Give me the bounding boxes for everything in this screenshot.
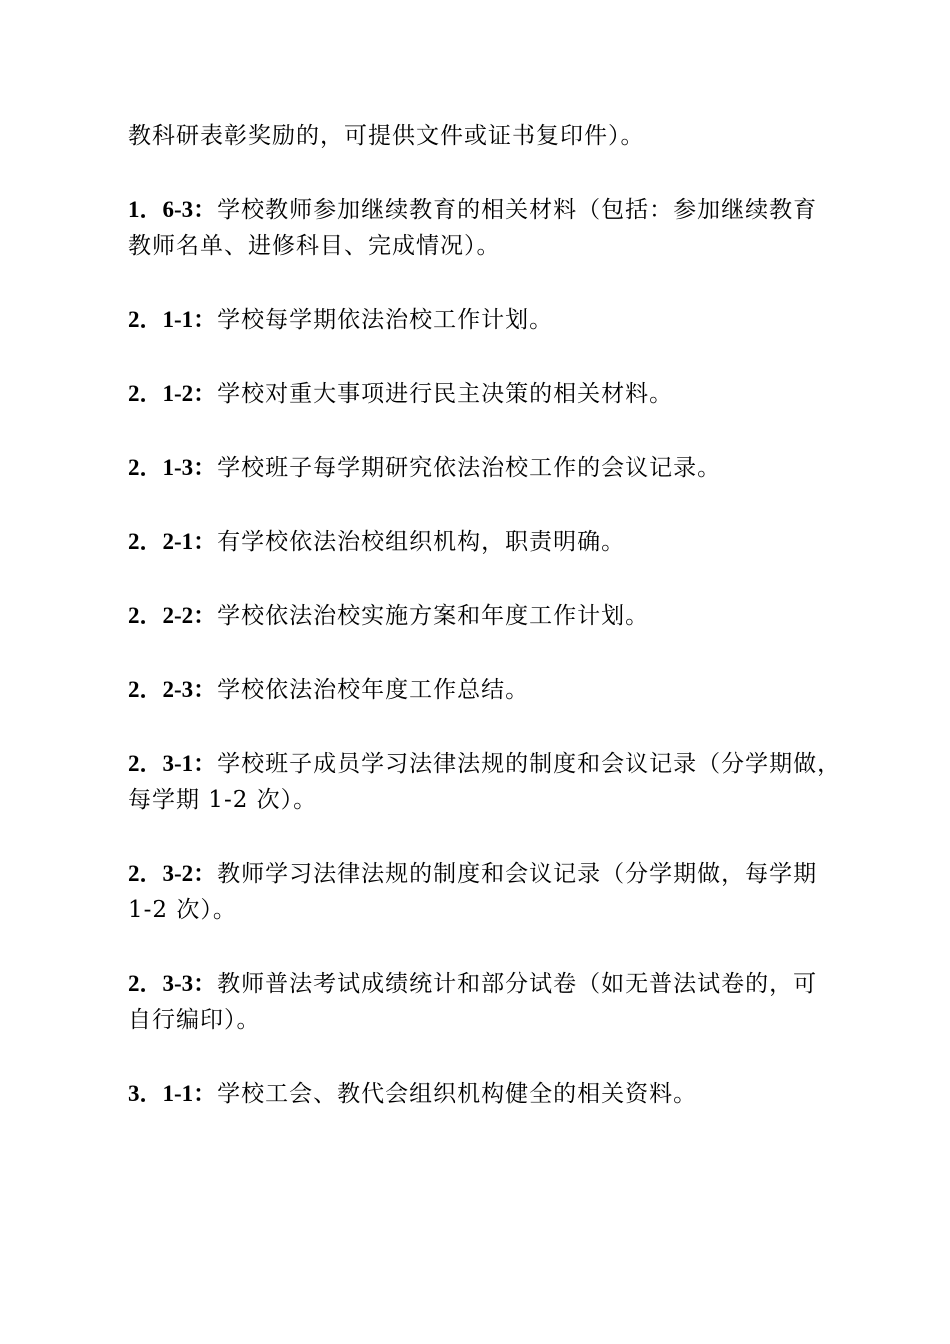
document-page	[128, 118, 840, 1112]
item-text: 教师普法考试成绩统计和部分试卷（如无普法试卷的，可	[217, 971, 818, 997]
item-text: 学校依法治校实施方案和年度工作计划。	[217, 603, 650, 629]
item-number: 2．2-1	[128, 529, 194, 554]
item-separator: ：	[193, 1080, 218, 1107]
item-text: 学校教师参加继续教育的相关材料（包括：参加继续教育	[217, 197, 818, 223]
item-line	[128, 450, 840, 486]
list-item	[128, 598, 840, 634]
item-text: 学校每学期依法治校工作计划。	[217, 307, 554, 333]
item-number: 3．1-1	[128, 1081, 194, 1106]
item-text: 学校班子每学期研究依法治校工作的会议记录。	[217, 455, 722, 481]
list-item	[128, 856, 840, 928]
item-line	[128, 228, 840, 264]
item-text: 学校班子成员学习法律法规的制度和会议记录（分学期做，	[217, 751, 842, 777]
list-item	[128, 1076, 840, 1112]
item-line	[128, 746, 840, 782]
list-item	[128, 672, 840, 708]
item-line	[128, 192, 840, 228]
item-line	[128, 782, 840, 818]
item-separator: ：	[193, 454, 218, 481]
item-number: 2．2-3	[128, 677, 194, 702]
item-number: 2．1-1	[128, 307, 194, 332]
item-text: 每学期 1-2 次）。	[128, 787, 318, 813]
item-line	[128, 856, 840, 892]
item-text: 教师学习法律法规的制度和会议记录（分学期做，每学期	[217, 861, 818, 887]
item-text: 学校依法治校年度工作总结。	[217, 677, 530, 703]
item-line	[128, 892, 840, 928]
item-separator: ：	[193, 860, 218, 887]
item-number: 2．3-2	[128, 861, 194, 886]
list-item	[128, 376, 840, 412]
item-line	[128, 672, 840, 708]
list-item	[128, 450, 840, 486]
item-separator: ：	[193, 750, 218, 777]
item-number: 2．3-3	[128, 971, 194, 996]
item-separator: ：	[193, 306, 218, 333]
item-line	[128, 118, 840, 154]
item-separator: ：	[193, 528, 218, 555]
item-line	[128, 302, 840, 338]
list-item	[128, 524, 840, 560]
list-item	[128, 118, 840, 154]
item-line	[128, 1076, 840, 1112]
item-number: 2．1-2	[128, 381, 194, 406]
item-text: 学校对重大事项进行民主决策的相关材料。	[217, 381, 674, 407]
item-line	[128, 598, 840, 634]
item-line	[128, 524, 840, 560]
item-text: 自行编印）。	[128, 1007, 261, 1033]
list-item	[128, 192, 840, 264]
item-text: 教师名单、进修科目、完成情况）。	[128, 233, 501, 259]
item-line	[128, 966, 840, 1002]
list-item	[128, 746, 840, 818]
list-item	[128, 302, 840, 338]
item-number: 1．6-3	[128, 197, 194, 222]
item-line	[128, 1002, 840, 1038]
item-text: 有学校依法治校组织机构，职责明确。	[217, 529, 626, 555]
item-separator: ：	[193, 970, 218, 997]
item-text: 教科研表彰奖励的，可提供文件或证书复印件）。	[128, 123, 645, 149]
item-separator: ：	[193, 602, 218, 629]
item-number: 2．3-1	[128, 751, 194, 776]
item-separator: ：	[193, 380, 218, 407]
item-separator: ：	[193, 676, 218, 703]
item-separator: ：	[193, 196, 218, 223]
item-text: 学校工会、教代会组织机构健全的相关资料。	[217, 1081, 698, 1107]
item-number: 2．2-2	[128, 603, 194, 628]
item-number: 2．1-3	[128, 455, 194, 480]
list-item	[128, 966, 840, 1038]
item-text: 1-2 次）。	[128, 897, 237, 923]
item-line	[128, 376, 840, 412]
